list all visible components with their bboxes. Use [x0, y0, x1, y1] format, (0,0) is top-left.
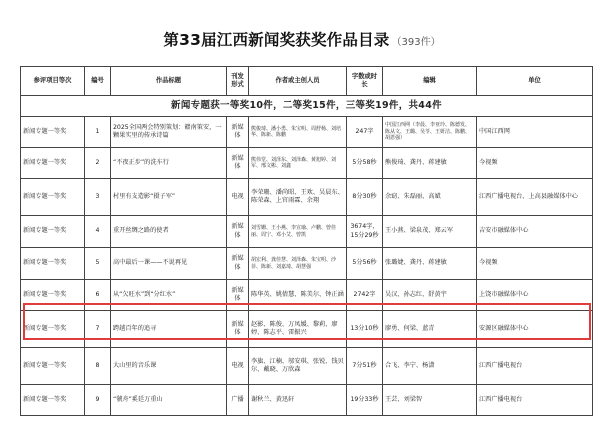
awards-table	[20, 66, 593, 416]
cell-editor: 中国江西网（李晨、李亚玲、陈德发、陈从文、王璐、吴苓、王妍洁、陈鹏、胡恩强）	[383, 117, 477, 148]
col-header-title: 作品标题	[111, 67, 227, 96]
cell-length: 3674字，15分29秒	[347, 216, 383, 248]
cell-title: 村里有支造影“摄子军”	[111, 179, 227, 216]
table-row	[21, 117, 593, 148]
cell-authors: 李旗、江楠、邬安琪、张锐、钱贝尔、戴晓、万欣森	[249, 348, 347, 385]
col-header-level: 参评项目等次	[21, 67, 85, 96]
cell-level: 新闻专题一等奖	[21, 248, 85, 280]
cell-authors: 刘雪姗、王小燕、李宣瑜、卢鹏、曾佳丽、周宁、邓小艾、曾凯	[249, 216, 347, 248]
cell-authors: 陈华英、姚倩慧、陈美尔、钟正涵	[249, 280, 347, 311]
cell-title: 大山里的音乐课	[111, 348, 227, 385]
cell-editor: 合飞、李宁、杨潇	[383, 348, 477, 385]
cell-number: 9	[85, 385, 111, 416]
document-header	[0, 28, 604, 50]
cell-level: 新闻专题一等奖	[21, 148, 85, 179]
cell-unit: 江西广播电视台	[477, 385, 593, 416]
cell-title: 高中最后一课——不说再见	[111, 248, 227, 280]
cell-level: 新闻专题一等奖	[21, 311, 85, 348]
table-row	[21, 348, 593, 385]
cell-number: 5	[85, 248, 111, 280]
cell-authors: 谢秋兰、黄迅轩	[249, 385, 347, 416]
cell-length: 5分56秒	[347, 248, 383, 280]
col-header-length: 字数或时长	[347, 67, 383, 96]
cell-level: 新闻专题一等奖	[21, 117, 85, 148]
document-count: （393件）	[391, 37, 441, 48]
cell-form: 新媒体	[227, 311, 249, 348]
cell-length: 5分58秒	[347, 148, 383, 179]
cell-number: 7	[85, 311, 111, 348]
cell-unit: 今视频	[477, 248, 593, 280]
section-title: 新闻专题获一等奖10件，二等奖15件，三等奖19件，共44件	[21, 96, 593, 117]
cell-editor: 张璐婕、龚丹、蒋建敏	[383, 248, 477, 280]
cell-level: 新闻专题一等奖	[21, 348, 85, 385]
cell-editor: 廖勇、何梁、蓝青	[383, 311, 477, 348]
cell-number: 2	[85, 148, 111, 179]
section-row	[21, 96, 593, 117]
cell-length: 7分51秒	[347, 348, 383, 385]
cell-unit: 安源区融媒体中心	[477, 311, 593, 348]
cell-title: 跨越百年的追寻	[111, 311, 227, 348]
cell-length: 19分33秒	[347, 385, 383, 416]
cell-editor: 熊俊琦、龚丹、蒋建敏	[383, 148, 477, 179]
cell-title: 从“欠旺水”到“分红水”	[111, 280, 227, 311]
cell-unit: 吉安市融媒体中心	[477, 216, 593, 248]
col-header-editor: 编辑	[383, 67, 477, 96]
cell-authors: 熊俊琦、潘小勇、朱宝明、周舒杨、刘培华、陈新、陈鹏	[249, 117, 347, 148]
cell-number: 3	[85, 179, 111, 216]
cell-editor: 王芸、刘梁智	[383, 385, 477, 416]
cell-title: 2025全国两会特别策划：赣南策安，一颗果实里的传承诗篇	[111, 117, 227, 148]
table-row	[21, 385, 593, 416]
table-row	[21, 179, 593, 216]
cell-title: “虢舟”奚廷万重山	[111, 385, 227, 416]
cell-number: 8	[85, 348, 111, 385]
cell-level: 新闻专题一等奖	[21, 179, 85, 216]
cell-unit: 江西广播电视台、上高县融媒体中心	[477, 179, 593, 216]
cell-unit: 中国江西网	[477, 117, 593, 148]
table-row	[21, 216, 593, 248]
cell-authors: 李荣珊、潘尚昭、王欢、吴晨东、陈荣森、上官雨霖、余翔	[249, 179, 347, 216]
col-header-unit: 单位	[477, 67, 593, 96]
table-header-row	[21, 67, 593, 96]
cell-number: 6	[85, 280, 111, 311]
cell-title: 重开丝绸之路的使者	[111, 216, 227, 248]
cell-form: 广播	[227, 385, 249, 416]
cell-form: 电视	[227, 348, 249, 385]
col-header-authors: 作者或主创人员	[249, 67, 347, 96]
cell-form: 新媒体	[227, 248, 249, 280]
col-header-number: 编号	[85, 67, 111, 96]
cell-length: 13分10秒	[347, 311, 383, 348]
cell-number: 1	[85, 117, 111, 148]
col-header-form: 刊发形式	[227, 67, 249, 96]
cell-title: “不夜正步”的洗车行	[111, 148, 227, 179]
cell-form: 新媒体	[227, 117, 249, 148]
cell-authors: 熊伟堂、刘泽东、刘泽森、黄旭婷、刘军、邢文彬、刘鑫	[249, 148, 347, 179]
cell-editor: 王小燕、梁泉茂、郑云军	[383, 216, 477, 248]
table-row	[21, 280, 593, 311]
document-title: 第33届江西新闻奖获奖作品目录	[163, 31, 390, 49]
cell-form: 电视	[227, 179, 249, 216]
table-row-highlighted	[21, 311, 593, 348]
cell-number: 4	[85, 216, 111, 248]
cell-authors: 胡宏利、龚佳慧、刘泽森、朱宝明、沙菲、陈新、刘嘉琦、胡慧强	[249, 248, 347, 280]
cell-length: 2742字	[347, 280, 383, 311]
cell-unit: 上饶市融媒体中心	[477, 280, 593, 311]
cell-level: 新闻专题一等奖	[21, 385, 85, 416]
cell-length: 247字	[347, 117, 383, 148]
cell-level: 新闻专题一等奖	[21, 216, 85, 248]
cell-form: 新媒体	[227, 216, 249, 248]
table-row	[21, 248, 593, 280]
cell-unit: 今视频	[477, 148, 593, 179]
cell-form: 新媒体	[227, 148, 249, 179]
cell-editor: 余窈、朱磊丽、高斌	[383, 179, 477, 216]
cell-authors: 赵影、陈俊、万凤媛、黎莉、廖婷、陈志平、雷振兴	[249, 311, 347, 348]
cell-form: 新媒体	[227, 280, 249, 311]
cell-editor: 吴汉、孙志红、舒黄宇	[383, 280, 477, 311]
cell-unit: 江西广播电视台	[477, 348, 593, 385]
table-row	[21, 148, 593, 179]
cell-level: 新闻专题一等奖	[21, 280, 85, 311]
cell-length: 8分30秒	[347, 179, 383, 216]
